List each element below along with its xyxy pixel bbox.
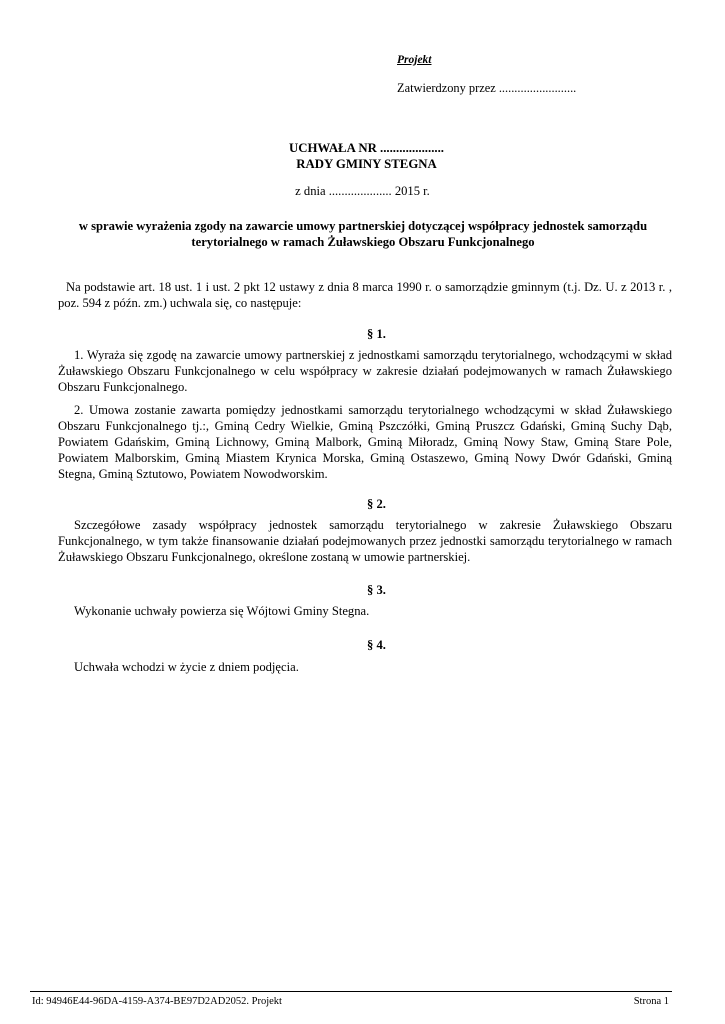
section-2-paragraph-1: Szczegółowe zasady współpracy jednostek samorządu terytorialnego w zakresie Żuławskiego Obszaru Funkcjonalnego, w tym także finansowanie działań podejmowanych przez jednostki samorządu terytorialnego w ramach Żuławskiego Obszaru Funkcjonalnego, określone zostaną w umowie partnerskiej. xyxy=(58,518,672,564)
section-3-paragraph-1: Wykonanie uchwały powierza się Wójtowi Gminy Stegna. xyxy=(74,604,370,618)
council-name: RADY GMINY STEGNA xyxy=(296,157,437,171)
projekt-label: Projekt xyxy=(397,54,432,66)
resolution-title xyxy=(0,140,725,172)
resolution-subject xyxy=(58,218,668,250)
section-sign-1: § 1. xyxy=(367,327,386,341)
resolution-number: UCHWAŁA NR .................... xyxy=(289,141,444,155)
section-1-paragraph-2: 2. Umowa zostanie zawarta pomiędzy jednostkami samorządu terytorialnego wchodzącymi w skład Żuławskiego Obszaru Funkcjonalnego tj.:, Gminą Cedry Wielkie, Gminą Pszczółki, Gminą Pruszcz Gdański, Gminą Suchy Dąb, Powiatem Gdańskim, Gminą Lichnowy, Gminą Malbork, Gminą Miłoradz, Gminą Nowy Staw, Gminą Stare Pole, Powiatem Malborskim, Gminą Miastem Krynica Morska, Gminą Ostaszewo, Gminą Nowy Dwór Gdański, Gminą Stegna, Gminą Sztutowo, Powiatem Nowodworskim. xyxy=(58,403,672,481)
section-sign-3: § 3. xyxy=(367,583,386,597)
section-2-body xyxy=(58,517,672,565)
legal-basis-preamble: Na podstawie art. 18 ust. 1 i ust. 2 pkt 12 ustawy z dnia 8 marca 1990 r. o samorządzie gminnym (t.j. Dz. U. z 2013 r. , poz. 594 z późn. zm.) uchwala się, co następuje: xyxy=(58,280,672,310)
section-1-body-2 xyxy=(58,402,672,482)
approved-by-line: Zatwierdzony przez ......................... xyxy=(397,81,577,95)
section-sign-2: § 2. xyxy=(367,497,386,511)
subject-line-2: terytorialnego w ramach Żuławskiego Obszaru Funkcjonalnego xyxy=(191,235,535,249)
subject-line-1: w sprawie wyrażenia zgody na zawarcie umowy partnerskiej dotyczącej współpracy jednostek samorządu xyxy=(78,219,648,233)
section-4-body xyxy=(58,659,672,675)
resolution-date: z dnia .................... 2015 r. xyxy=(295,184,430,198)
document-id: Id: 94946E44-96DA-4159-A374-BE97D2AD2052. Projekt xyxy=(32,996,282,1007)
section-4-paragraph-1: Uchwała wchodzi w życie z dniem podjęcia. xyxy=(74,660,299,674)
footer-divider xyxy=(30,991,672,992)
section-1-paragraph-1: 1. Wyraża się zgodę na zawarcie umowy partnerskiej z jednostkami samorządu terytorialnego, wchodzącymi w skład Żuławskiego Obszaru Funkcjonalnego w celu współpracy w zakresie działań podejmowanych w ramach Żuławskiego Obszaru Funkcjonalnego. xyxy=(58,348,672,394)
section-sign-4: § 4. xyxy=(367,638,386,652)
section-1-body xyxy=(58,347,672,395)
section-3-body xyxy=(58,603,672,619)
page-number: Strona 1 xyxy=(633,996,669,1007)
